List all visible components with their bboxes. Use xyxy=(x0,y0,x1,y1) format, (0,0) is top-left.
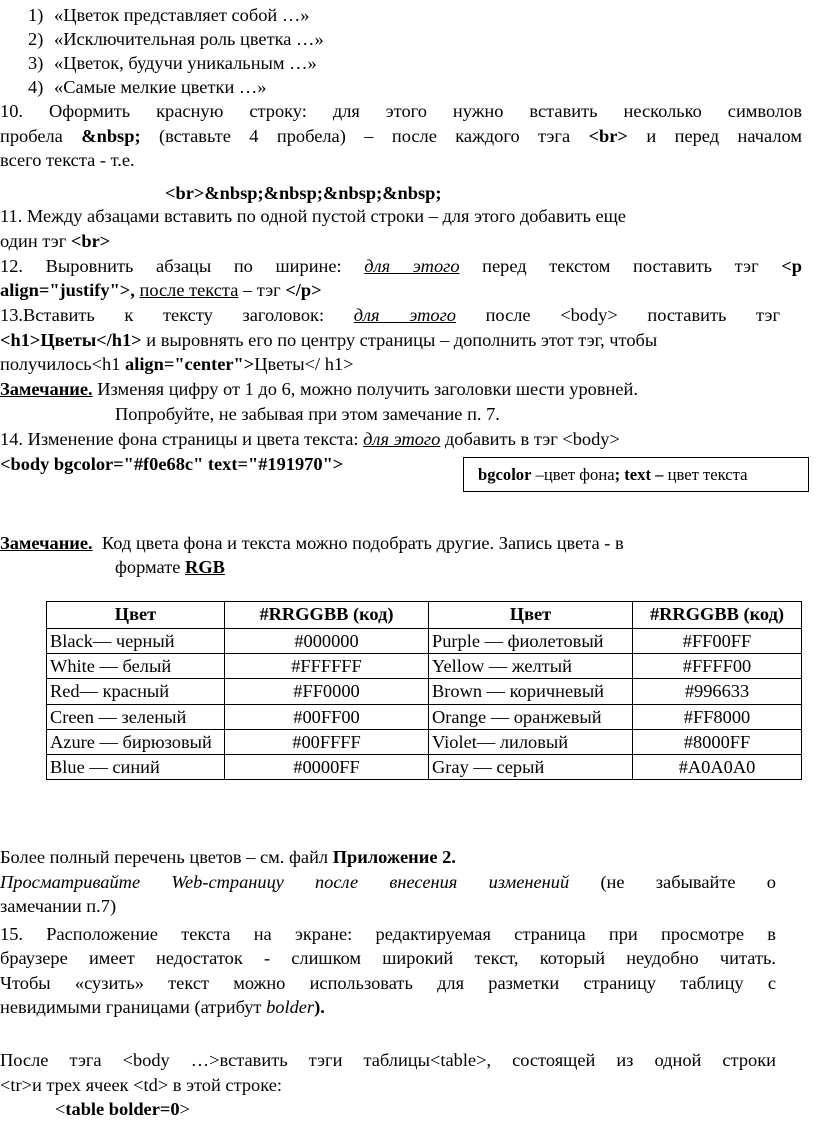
p15-line-3: Чтобы «сузить» текст можно использовать для разметки страницу таблицу с xyxy=(0,973,776,993)
after-table-line-3: замечании п.7) xyxy=(0,896,117,916)
p15-line-1: 15. Расположение текста на экране: редактируемая страница при просмотре в xyxy=(0,924,776,944)
table-row: Creen — зеленый #00FF00 Orange — оранжевый #FF8000 xyxy=(47,704,802,729)
table-header: Цвет xyxy=(47,602,225,629)
after-table-line-2: Просматривайте Web-страницу после внесения изменений (не забывайте о xyxy=(0,872,776,892)
p16-code: <table bolder=0> xyxy=(55,1099,190,1119)
table-row: Red— красный #FF0000 Brown — коричневый #996633 xyxy=(47,679,802,704)
after-table-line-1: Более полный перечень цветов – см. файл Приложение 2. xyxy=(0,847,456,867)
list-item: 1) «Цветок представляет собой …» xyxy=(28,5,310,25)
table-header-row xyxy=(47,602,802,629)
color-table xyxy=(46,601,802,780)
p14-code: <body bgcolor="#f0e68c" text="#191970"> xyxy=(0,454,344,474)
p10-line-2: пробела &nbsp; (вставьте 4 пробела) – после каждого тэга <br> и перед началом xyxy=(0,126,802,146)
table-row: Azure — бирюзовый #00FFFF Violet— лиловый #8000FF xyxy=(47,729,802,754)
list-item: 2) «Исключительная роль цветка …» xyxy=(28,29,324,49)
note-2-line-2: формате RGB xyxy=(115,557,225,577)
p14-line-1: 14. Изменение фона страницы и цвета текста: для этого добавить в тэг <body> xyxy=(0,429,620,449)
table-row: White — белый #FFFFFF Yellow — желтый #FFFF00 xyxy=(47,654,802,679)
note-2: Замечание. Код цвета фона и текста можно подобрать другие. Запись цвета - в xyxy=(0,533,624,553)
p10-line-3: всего текста - т.е. xyxy=(0,150,135,170)
p11-line-1: 11. Между абзацами вставить по одной пустой строки – для этого добавить еще xyxy=(0,206,626,226)
p10-line-1: 10. Оформить красную строку: для этого нужно вставить несколько символов xyxy=(0,101,802,121)
p15-line-2: браузере имеет недостаток - слишком широкий текст, который неудобно читать. xyxy=(0,948,776,968)
table-row: Blue — синий #0000FF Gray — серый #A0A0A0 xyxy=(47,755,802,780)
p16-line-2: <tr>и трех ячеек <td> в этой строке: xyxy=(0,1075,282,1095)
list-item: 3) «Цветок, будучи уникальным …» xyxy=(28,53,317,73)
p16-line-1: После тэга <body …>вставить тэги таблицы<table>, состоящей из одной строки xyxy=(0,1050,776,1070)
p13-line-2: <h1>Цветы</h1> и выровнять его по центру страницы – дополнить этот тэг, чтобы xyxy=(0,330,658,350)
p13-line-3: получилось<h1 align="center">Цветы</ h1> xyxy=(0,354,354,374)
note-1-line-2: Попробуйте, не забывая при этом замечание п. 7. xyxy=(115,404,500,424)
table-row: Black— черный #000000 Purple — фиолетовый #FF00FF xyxy=(47,629,802,654)
note-1: Замечание. Изменяя цифру от 1 до 6, можно получить заголовки шести уровней. xyxy=(0,379,639,399)
p12-line-2: align="justify">, после текста – тэг </p> xyxy=(0,280,322,300)
p10-code: <br>&nbsp;&nbsp;&nbsp;&nbsp; xyxy=(165,183,442,203)
p12-line-1: 12. Выровнить абзацы по ширине: для этого перед текстом поставить тэг <p xyxy=(0,256,802,276)
list-item: 4) «Самые мелкие цветки …» xyxy=(28,77,267,97)
table-header: #RRGGBB (код) xyxy=(225,602,429,629)
table-header: #RRGGBB (код) xyxy=(633,602,802,629)
color-hint-box: bgcolor –цвет фона; text – цвет текста xyxy=(463,457,809,492)
p13-line-1: 13.Вставить к тексту заголовок: для этого после <body> поставить тэг xyxy=(0,305,780,325)
p15-line-4: невидимыми границами (атрибут bolder). xyxy=(0,997,325,1017)
table-header: Цвет xyxy=(429,602,633,629)
p11-line-2: один тэг <br> xyxy=(0,231,111,251)
